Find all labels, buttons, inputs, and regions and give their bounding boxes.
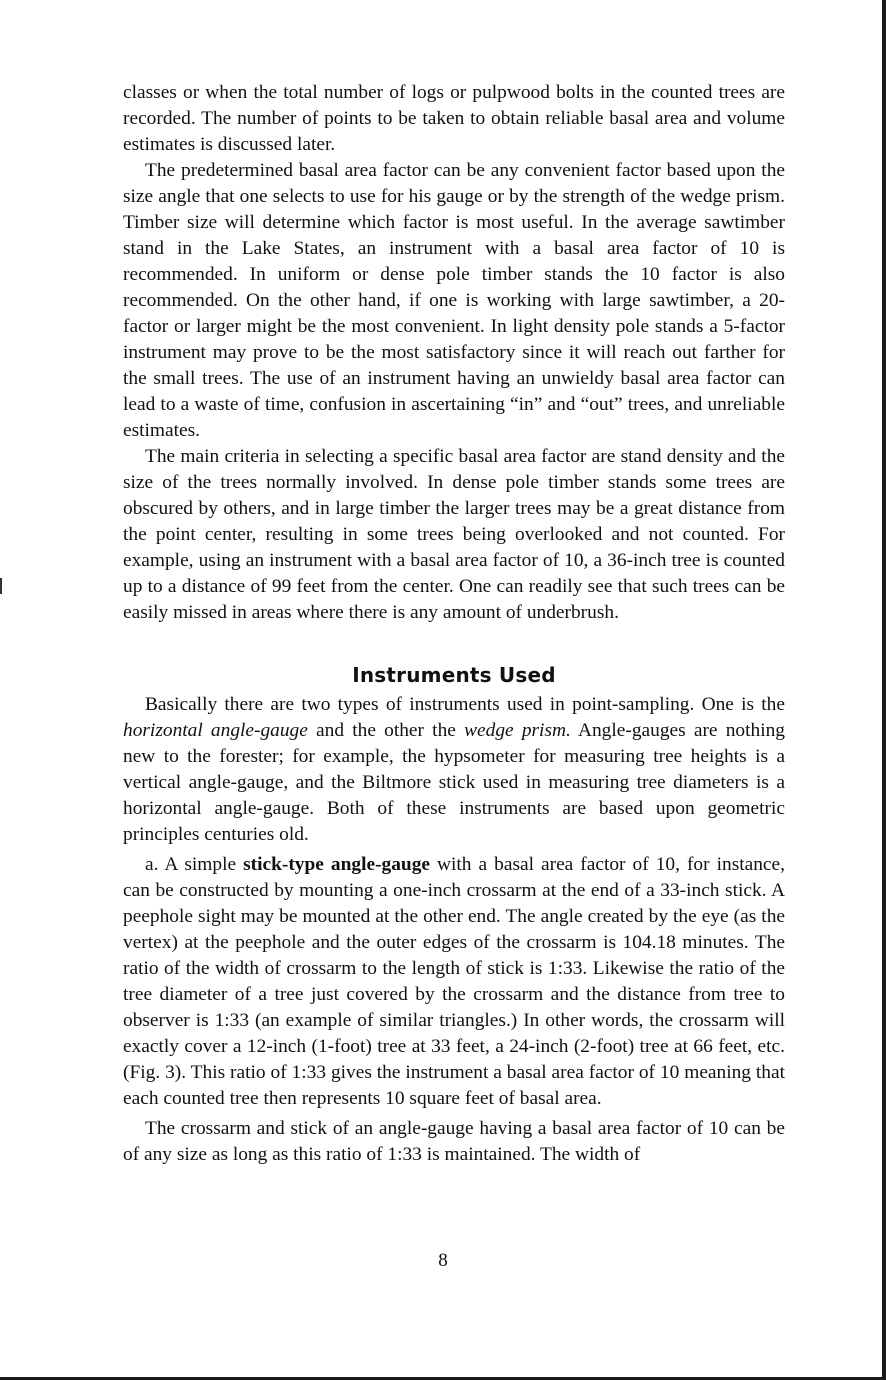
text-run: a. A simple bbox=[145, 854, 244, 875]
text-run: Angle-gauges are nothing new to the forester; for example, the hypsometer for measuring tree heights is a vertical angle-gauge, and the Biltmore stick used in measuring tree diameters is a horizontal angle-gauge. Both of these instruments are based upon geometric principles centuries old. bbox=[123, 720, 785, 845]
paragraph-instrument-types bbox=[123, 692, 785, 848]
paragraph-basal-area-factor: The predetermined basal area factor can be any convenient factor based upon the size angle that one selects to use for his gauge or by the strength of the wedge prism. Timber size will determine which factor is most useful. In the average sawtimber stand in the Lake States, an instrument with a basal area factor of 10 is recommended. In uniform or dense pole timber stands the 10 factor is also recommended. On the other hand, if one is working with large sawtimber, a 20-factor or larger might be the most convenient. In light density pole stands a 5-factor instrument may prove to be the most satisfactory since it will reach out farther for the small trees. The use of an instrument having an unwieldy basal area factor can lead to a waste of time, confusion in ascertaining “in” and “out” trees, and unreliable estimates. bbox=[123, 160, 785, 441]
scan-edge-right bbox=[882, 0, 886, 1380]
page-body bbox=[123, 80, 785, 1168]
section-heading: Instruments Used bbox=[352, 663, 556, 687]
paragraph-crossarm-ratio: The crossarm and stick of an angle-gauge having a basal area factor of 10 can be of any size as long as this ratio of 1:33 is maintained. The width of bbox=[123, 1118, 785, 1165]
italic-term-horizontal-angle-gauge: horizontal angle-gauge bbox=[123, 720, 308, 741]
text-run: Basically there are two types of instruments used in point-sampling. One is the bbox=[145, 694, 785, 715]
bold-term-stick-type-angle-gauge: stick-type angle-gauge bbox=[243, 854, 430, 875]
italic-term-wedge-prism: wedge prism. bbox=[464, 720, 571, 741]
text-run: with a basal area factor of 10, for instance, can be constructed by mounting a one-inch crossarm at the end of a 33-inch stick. A peephole sight may be mounted at the other end. The angle created by the eye (as the vertex) at the peephole and the outer edges of the crossarm is 104.18 minutes. The ratio of the width of crossarm to the length of stick is 1:33. Likewise the ratio of the tree diameter of a tree just covered by the crossarm and the distance from tree to observer is 1:33 (an example of similar triangles.) In other words, the crossarm will exactly cover a 12-inch (1-foot) tree at 33 feet, a 24-inch (2-foot) tree at 66 feet, etc. (Fig. 3). This ratio of 1:33 gives the instrument a basal area factor of 10 meaning that each counted tree then represents 10 square feet of basal area. bbox=[123, 854, 785, 1109]
paragraph-stick-type-gauge bbox=[123, 852, 785, 1112]
paragraph-selection-criteria: The main criteria in selecting a specific basal area factor are stand density and the size of the trees normally involved. In dense pole timber stands some trees are obscured by others, and in large timber the larger trees may be a great distance from the point center, resulting in some trees being overlooked and not counted. For example, using an instrument with a basal area factor of 10, a 36-inch tree is counted up to a distance of 99 feet from the center. One can readily see that such trees can be easily missed in areas where there is any amount of underbrush. bbox=[123, 446, 785, 623]
page-number: 8 bbox=[438, 1250, 448, 1271]
text-run: and the other the bbox=[307, 720, 465, 741]
paragraph-continued: classes or when the total number of logs or pulpwood bolts in the counted trees are recorded. The number of points to be taken to obtain reliable basal area and volume estimates is discussed later. bbox=[123, 82, 785, 155]
scan-mark-left bbox=[0, 578, 2, 594]
